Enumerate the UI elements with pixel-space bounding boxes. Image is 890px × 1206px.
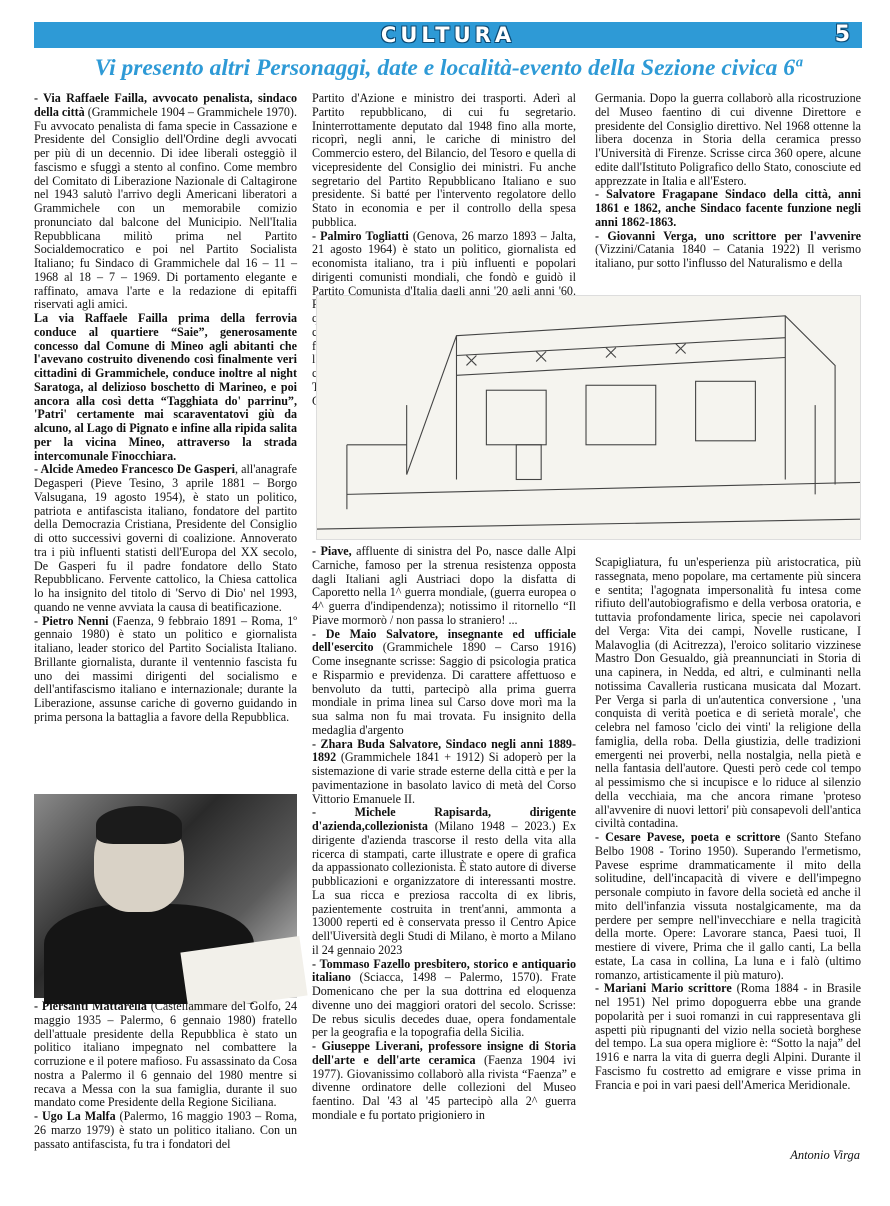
entry-fragapane bbox=[595, 188, 861, 229]
column-2-lower bbox=[312, 545, 576, 1170]
entry-text: (Santo Stefano Belbo 1908 - Torino 1950). Superando l'ermetismo, Pavese esprime drammaticamente il mito della solitudine, dell'incapacità di vivere e dell'impegno personale compiuto in favore della società ed anche il mito dell'infanzia vissuta nostalgicamente, ma da perdere per sempre nell'invecchiare e nella tragicità della morte. Opere: Lavorare stanca, Paesi tuoi, Il mestiere di vivere, Prima che il gallo canti, La bella estate, La casa in collina, La luna e i falò (ultimo romanzo, artisticamente il più maturo). bbox=[595, 830, 861, 982]
entry-text: (Grammichele 1904 – Grammichele 1970). Fu avvocato penalista di fama specie in Cassazione e Presidente del Consiglio dell'Ordine degli avvocati per più di un decennio. Di idee liberali osteggiò il fascismo e sfuggì a stento al confino. Come membro del Comitato di Liberazione Nazionale di Caltagirone nel 1943 salutò l'arrivo degli Americani liberatori a Grammichele con un memorabile comizio pronunciato dal balcone del Municipio. Nell'Italia Repubblicana militò prima nel Partito Socialdemocratico e poi nel Partito Socialista Italiano; fu Sindaco di Grammichele dal 16 – 11 – 1968 al 18 – 7 – 1969. Di portamento elegante e raffinato, amava l'arte e la redazione di epitaffi riservati agli amici. bbox=[34, 104, 297, 312]
entry-verga bbox=[595, 230, 861, 271]
column-1-lower bbox=[34, 1000, 297, 1170]
entry-mattarella bbox=[34, 1000, 297, 1110]
entry-piave bbox=[312, 545, 576, 628]
entry-text: (Faenza 1904 ivi 1977). Giovanissimo collaborò alla rivista “Faenza” e divenne ordinatore delle collezioni del Museo faentino. Dal '43 al '45 partecipò alla 2^ guerra mondiale e fu portato prigioniero in bbox=[312, 1052, 577, 1122]
author-signature: Antonio Virga bbox=[790, 1148, 860, 1162]
photo-hair bbox=[96, 806, 182, 844]
entry-title: - Alcide Amedeo Francesco De Gasperi bbox=[34, 462, 235, 477]
entry-text: affluente di sinistra del Po, nasce dalle Alpi Carniche, famoso per la strenua resistenza opposta dagli Italiani agli Austriaci dopo la disfatta di Caporetto nella 1^ guerra mondiale, (guerra europea o 4^ guerra d'indipendenza); notissimo il ritornello “Il Piave mormorò / non passa lo straniero! ... bbox=[312, 544, 576, 627]
entry-rapisarda bbox=[312, 806, 576, 957]
entry-la-malfa bbox=[34, 1110, 297, 1151]
entry-liverani-cont bbox=[595, 92, 861, 188]
entry-title: - Via Raffaele Failla, avvocato penalista, sindaco della città bbox=[34, 91, 297, 119]
entry-title: - Michele Rapisarda, dirigente d'azienda,collezionista bbox=[312, 805, 576, 833]
entry-title: - Pietro Nenni bbox=[34, 613, 109, 628]
entry-nenni bbox=[34, 615, 297, 725]
entry-text: (Sciacca, 1498 – Palermo, 1570). Frate Domenicano che per la sua dottrina ed eloquenza divenne uno dei maggiori oratori del secolo. Scrisse: De rebus siculis decedes duae, opera fondamentale per la geografia e la topografia della Sicilia. bbox=[312, 970, 576, 1040]
entry-de-maio bbox=[312, 628, 576, 738]
entry-title: La via Raffaele Failla prima della ferrovia conduce al quartiere “Saie”, generosamente concesso dal Comune di Mineo agli abitanti che l'avevano costruito divenendo così finalmente veri cittadini di Grammichele, conduce inoltre al night Saratoga, al delizioso boschetto di Marineo, e poi ancora alla così detta “Tagghiata do' parrinu”, 'Patri' certamente mai scaraventatovi giù da alcuno, al Lago di Pignato e infine alla ripida salita per la vicina Mineo, attraverso la strada intercomunale Finocchiara. bbox=[34, 311, 297, 463]
entry-text: Germania. Dopo la guerra collaborò alla ricostruzione del Museo faentino di cui divenne Direttore e presidente del Consiglio direttivo. Nel 1968 ottenne la libera docenza in Storia della ceramica presso l'Università di Firenze. Scrisse circa 360 opere, alcune edite dall'Istituto Poligrafico dello Stato, conosciute ed apprezzate in Italia e all'Estero. bbox=[595, 91, 861, 188]
section-header-bar bbox=[34, 22, 862, 48]
entry-text: (Castellammare del Golfo, 24 maggio 1935 – Palermo, 6 gennaio 1980) fratello dell'attuale presidente della Repubblica è stato un politico italiano impegnato nel combattere la corruzione e il potere mafioso. Fu assassinato da Cosa nostra a Palermo il 6 gennaio del 1980 mentre si recava a Messa con la sua famiglia, durante il suo mandato come Presidente della Regione Siciliana. bbox=[34, 999, 297, 1110]
entry-text: Partito d'Azione e ministro dei trasporti. Aderì al Partito repubblicano, di cui fu segretario. Ininterrottamente deputato dal 1948 fino alla morte, ricoprì, negli anni, le cariche di ministro del Commercio estero, del Bilancio, del Tesoro e quella di vicepresidente del Consiglio dei ministri. Fu anche segretario del Partito Repubblicano Italiano e suo presidente. Si batté per l'intervento regolatore dello Stato in economia e per il controllo della spesa pubblica. bbox=[312, 91, 576, 229]
entry-text: (Palermo, 16 maggio 1903 – Roma, 26 marzo 1979) è stato un politico italiano. Con un passato antifascista, fu tra i fondatori del bbox=[34, 1109, 297, 1151]
entry-verga-cont bbox=[595, 556, 861, 831]
entry-fazello bbox=[312, 958, 576, 1041]
column-2-top bbox=[312, 91, 576, 408]
entry-text: (Grammichele 1841 + 1912) Si adoperò per la sistemazione di varie strade esterne della città e per la pavimentazione in basolato lavico di metà del Corso Vittorio Emanuele II. bbox=[312, 750, 576, 806]
article-headline: Vi presento altri Personaggi, date e località-evento della Sezione civica 6ª bbox=[94, 55, 802, 81]
entry-title: - Salvatore Fragapane Sindaco della città, anni 1861 e 1862, anche Sindaco facente funzione negli anni 1862-1863. bbox=[595, 187, 861, 229]
entry-mariani bbox=[595, 982, 861, 1092]
column-1 bbox=[34, 92, 297, 792]
entry-title: - Palmiro Togliatti bbox=[312, 228, 409, 243]
entry-title: - Cesare Pavese, poeta e scrittore bbox=[595, 830, 781, 844]
entry-la-malfa-cont bbox=[312, 92, 576, 230]
entry-title: - De Maio Salvatore, insegnante ed ufficiale dell'esercito bbox=[312, 626, 576, 655]
entry-text: (Grammichele 1890 – Carso 1916) Come insegnante scrisse: Saggio di psicologia pratica e Risparmio e previdenza. Di carattere affettuoso e benvoluto da tutti, partecipò alla prima guerra mondiale in prima linea sul Carso dove morì ma la sua salma non fu mai trovata. Fu insignito della medaglia d'argento bbox=[312, 640, 576, 737]
column-3-lower bbox=[595, 556, 861, 1146]
entry-liverani bbox=[312, 1040, 576, 1123]
entry-title: - Mariani Mario scrittore bbox=[595, 981, 732, 996]
entry-title: - Tommaso Fazello presbitero, storico e antiquario italiano bbox=[312, 956, 576, 985]
section-title: CULTURA bbox=[380, 23, 516, 47]
entry-title: - Ugo La Malfa bbox=[34, 1109, 116, 1123]
entry-title: - Piave, bbox=[312, 544, 352, 558]
page-number: 5 bbox=[834, 22, 850, 47]
entry-text: (Roma 1884 - in Brasile nel 1951) Nel primo dopoguerra ebbe una grande popolarità per i suoi romanzi in cui rappresentava gli aspetti più ripugnanti del vizio nella società borghese del tempo. La sua opera migliore è: “Sotto la naja” del 1916 e narra la vita di guerra degli Alpini. Durante il Fascismo fu costretto ad emigrare e visse prima in Francia e poi in vari paesi dell'America Meridionale. bbox=[595, 981, 861, 1092]
entry-title: - Zhara Buda Salvatore, Sindaco negli anni 1889-1892 bbox=[312, 736, 576, 765]
entry-pavese bbox=[595, 831, 861, 982]
entry-title: - Giuseppe Liverani, professore insigne di Storia dell'arte e dell'arte ceramica bbox=[312, 1039, 576, 1067]
portrait-photo bbox=[34, 794, 297, 998]
entry-text: , all'anagrafe Degasperi (Pieve Tesino, 3 aprile 1881 – Borgo Valsugana, 19 agosto 1954), è stato un politico, patriota e antifascista italiano, fondatore del partito della Democrazia Cristiana, Presidente del Consiglio di otto successivi governi di coalizione. Annoverato tra i più influenti statisti dell'Europa del XX secolo, De Gasperi fu il padre fondatore dello Stato Repubblicano. Fervente cattolico, la Chiesa cattolica lo ha insignito del titolo di 'Servo di Dio' nel 1993, quando ne venne avviata la causa di beatificazione. bbox=[34, 462, 297, 614]
entry-zhara-buda bbox=[312, 738, 576, 807]
entry-failla bbox=[34, 92, 297, 312]
entry-de-gasperi bbox=[34, 463, 297, 614]
entry-text: (Vizzini/Catania 1840 – Catania 1922) Il verismo italiano, pur sotto l'influsso del Naturalismo e della bbox=[595, 242, 861, 270]
entry-title: - Giovanni Verga, uno scrittore per l'avvenire bbox=[595, 228, 861, 243]
entry-title: - Piersanti Mattarella bbox=[34, 999, 147, 1013]
entry-text: (Genova, 26 marzo 1893 – Jalta, 21 agosto 1964) è stato un politico, giornalista ed economista italiano, tra i più influenti e popolari dirigenti comunisti mondiali, che fondò e guidò il Partito Comunista d'Italia dagli anni '20 agli anni '60. Ricoprì la carica di vicepresidente del Consiglio e poi quella di ministro di Grazia e Giustizia, nei governi di coalizione che ressero l'Italia dopo la caduta del fascismo. Fu allora, il 22 giugno 1946, che varò l'amnistia per gli ex fascisti, la quale comprendeva il condono della pena per reati comuni e politici. Togliatti fu altresì membro dell'Assemblea Costituente e dal 1948 deputato. bbox=[312, 228, 576, 408]
entry-text: (Faenza, 9 febbraio 1891 – Roma, 1º gennaio 1980) è stato un politico e giornalista italiano, leader storico del Partito Socialista Italiano. Brillante giornalista, durante il ventennio fascista fu uno dei massimi dirigenti del socialismo e dell'antifascismo italiano e internazionale; durante la Liberazione, assunse cariche di governo guidando in prima persona la battaglia a favore della Repubblica. bbox=[34, 613, 297, 724]
entry-via-failla bbox=[34, 312, 297, 463]
column-3-top bbox=[595, 92, 861, 292]
column-2-right bbox=[312, 295, 482, 545]
entry-text: (Milano 1948 – 2023.) Ex dirigente d'azienda trascorse il resto della vita alla ricerca di stampati, carte illustrate e opere di grafica da appassionato collezionista. È stato autore di diverse pubblicazioni e organizzatore di interessanti mostre. La sua ricca e preziosa raccolta di ex libris, pazientemente costruita in trent'anni, ammonta a 13000 reperti ed è conservata presso il Centro Apice dell'Uiversità degli Studi di Milano, è morto a Milano il 24 gennaio 2023 bbox=[312, 819, 576, 957]
entry-text: Scapigliatura, fu un'esperienza più aristocratica, più rassegnata, meno popolare, ma certamente più sincera e sentita; l'agognata impersonalità fu intesa come rifiuto dell'autobiografismo e della verbosa oratoria, e tuttavia profondamente lirica, specie nei capolavori del Verga: Vita dei campi, Novelle rusticane, I Malavoglia (di Acitrezza), l'eroico solitario vizzinese Mastro Don Gesualdo, già preannunciati in Storia di una capinera, in Nedda, ed altri, e culminanti nella notissima Cavalleria rusticana musicata dal Mozart. Per Verga si parla di un'autentica conversione , 'una conquista di verità poetica e di serietà morale', che celebra nel famoso 'ciclo dei vinti' la religione della famiglia, della roba. Della giustizia, delle tradizioni emergenti nei proverbi, nella nostalgia, nella pietà e nella fantasia dell'autore. Questi però cede col tempo al pessimismo che si incupisce e lo riduce al silenzio della vecchiaia, ma che ancora rimane 'proteso all'avvenire di nuovi lettori' più consapevoli dell'antica civiltà contadina. bbox=[595, 555, 861, 831]
